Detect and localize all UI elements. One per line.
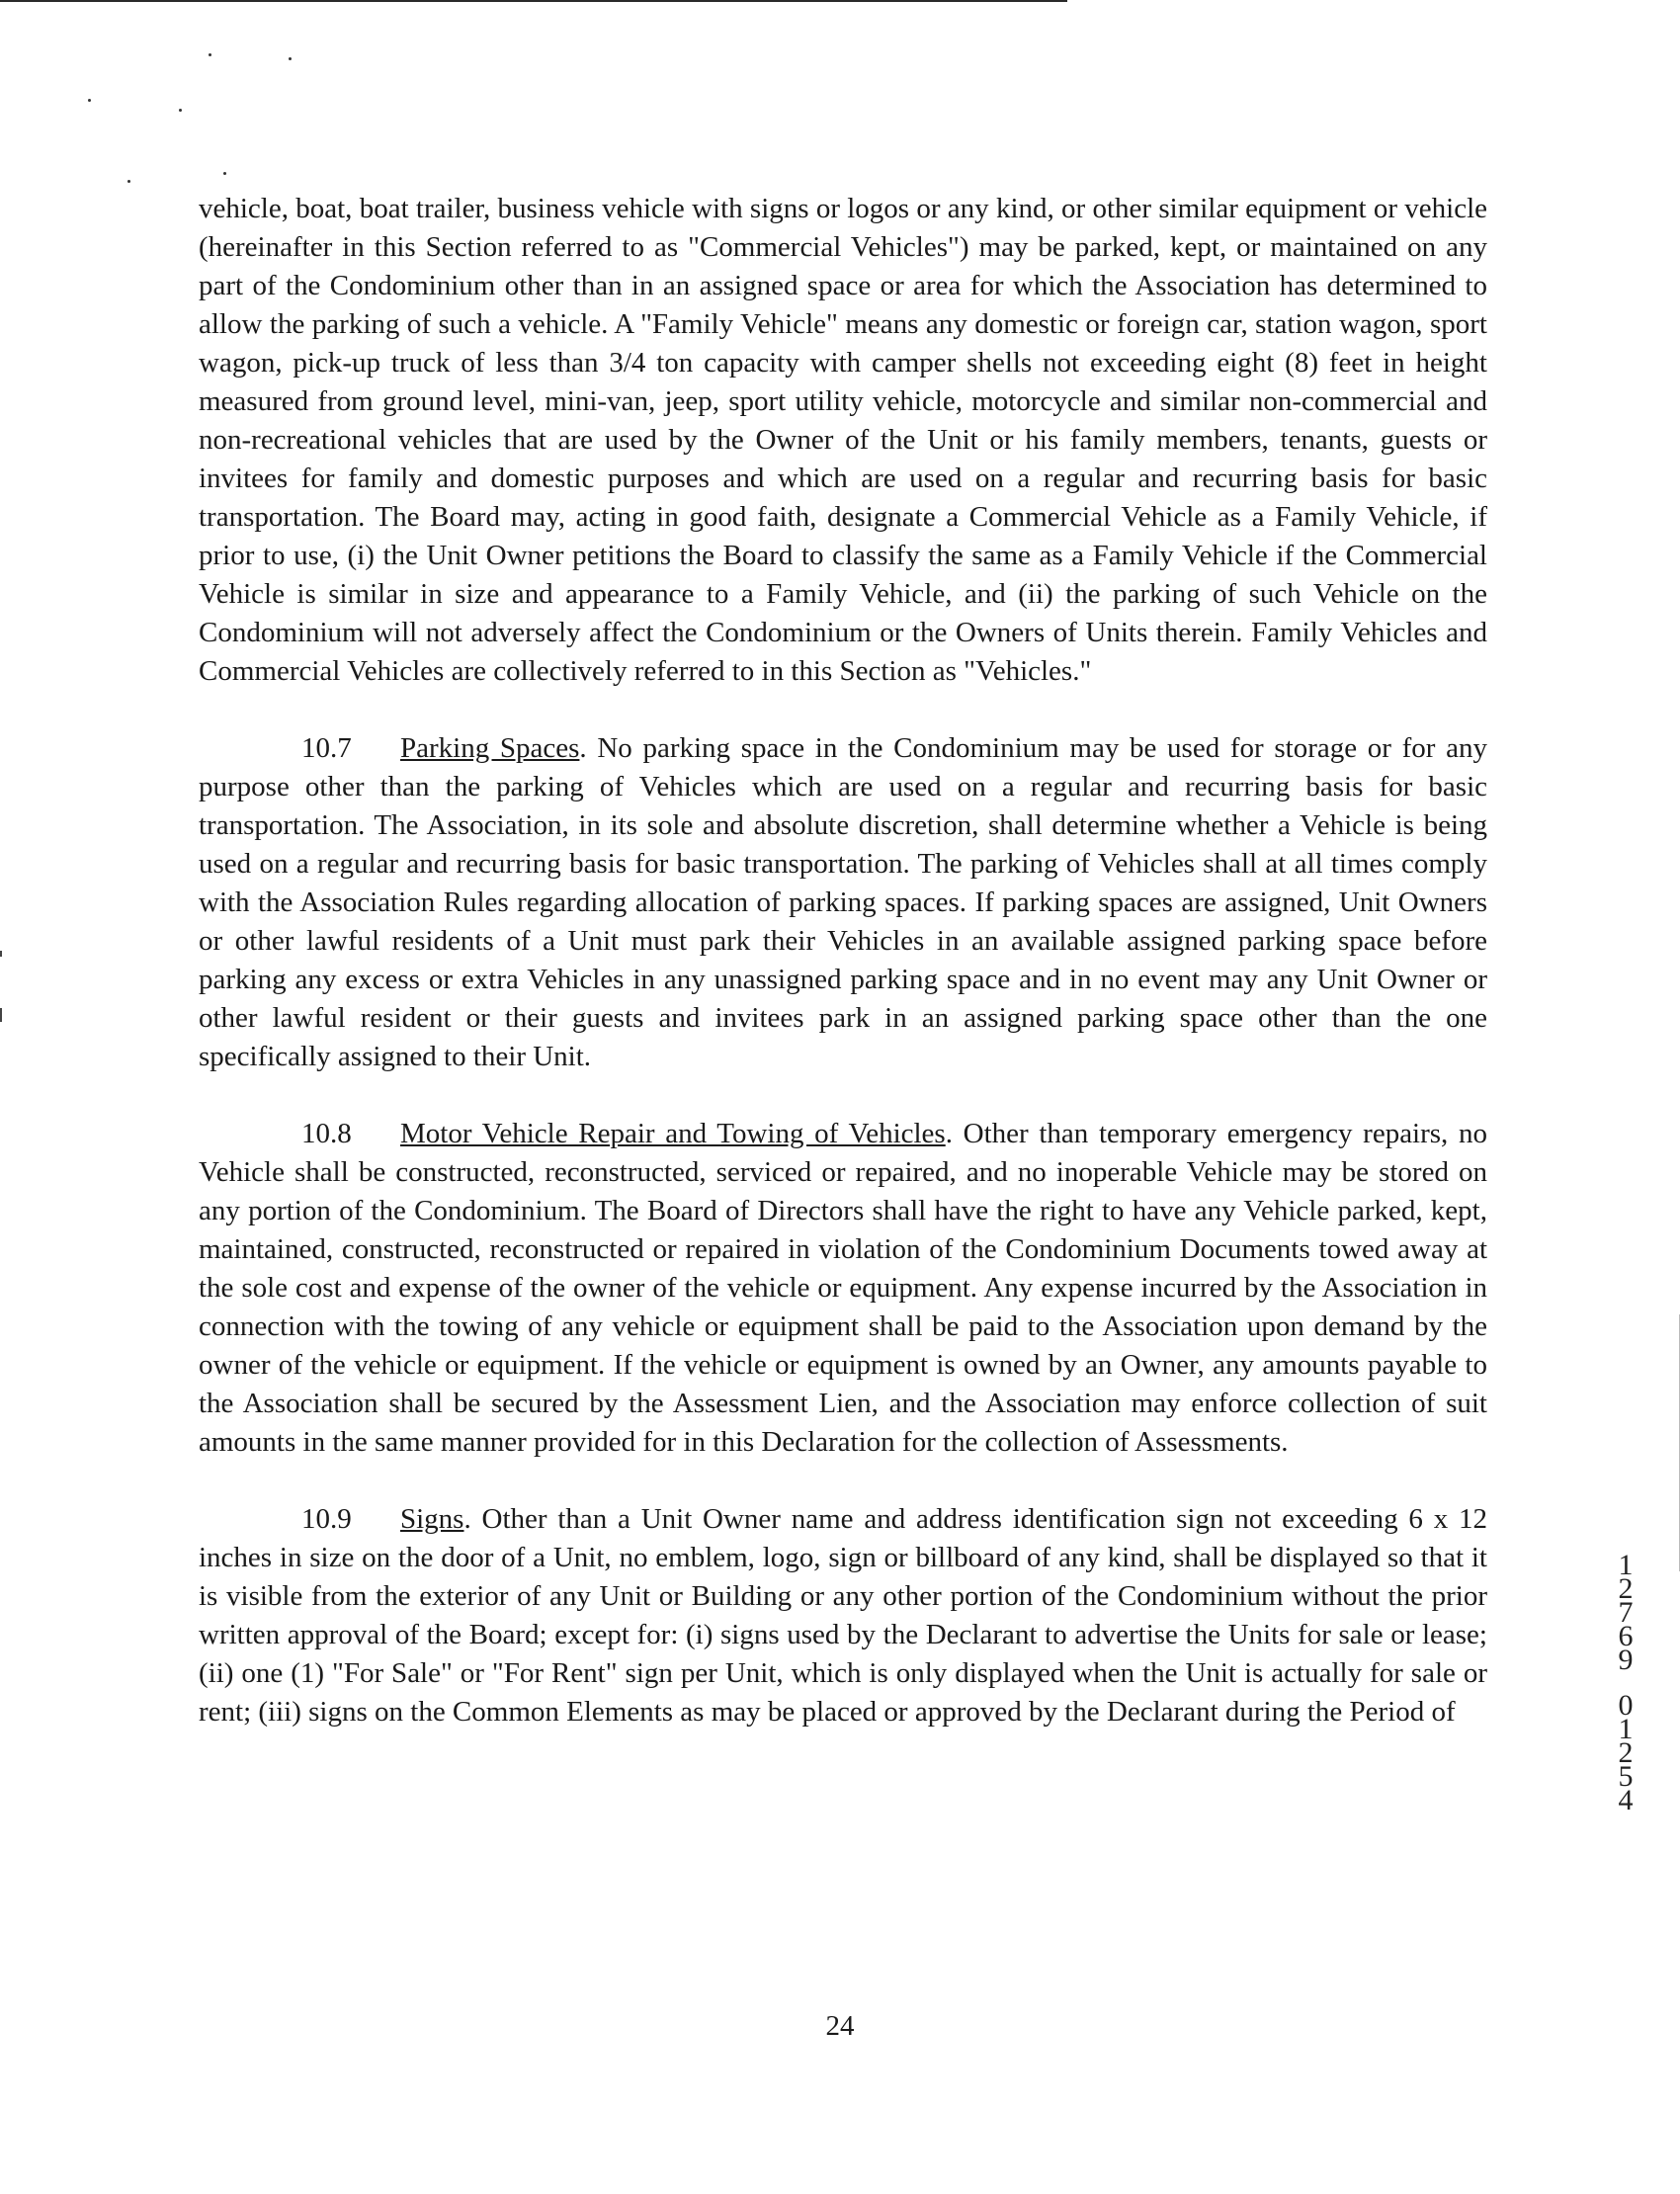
section-heading: Motor Vehicle Repair and Towing of Vehicles [400, 1118, 946, 1149]
section-text: . No parking space in the Condominium may be used for storage or for any purpose other than the parking of Vehicles which are used on a regular and recurring basis for basic transportation. The Association, in its sole and absolute discretion, shall determine whether a Vehicle is being used on a regular and recurring basis for basic transportation. The parking of Vehicles shall at all times comply with the Association Rules regarding allocation of parking spaces. If parking spaces are assigned, Unit Owners or other lawful residents of a Unit must park their Vehicles in an available assigned parking space before parking any excess or extra Vehicles in any unassigned parking space and in no event may any Unit Owner or other lawful resident or their guests and invitees park in an assigned parking space other than the one specifically assigned to their Unit. [199, 732, 1487, 1072]
scan-edge-mark [0, 951, 2, 957]
section-heading: Signs [400, 1503, 464, 1535]
section-10-7 [199, 729, 1487, 1076]
page-number: 24 [825, 2010, 855, 2042]
document-body [199, 190, 1487, 1770]
recording-char: 0 [1618, 1689, 1634, 1722]
top-scan-rule [0, 0, 1067, 2]
recording-number-stamp [1606, 1549, 1645, 1816]
scan-speck [88, 99, 91, 102]
recording-char: 4 [1618, 1784, 1634, 1816]
recording-char: 6 [1618, 1620, 1634, 1652]
section-text: . Other than a Unit Owner name and address identification sign not exceeding 6 x 12 inches in size on the door of a Unit, no emblem, logo, sign or billboard of any kind, shall be displayed so that it is visible from the exterior of any Unit or Building or any other portion of the Condominium without the prior written approval of the Board; except for: (i) signs used by the Declarant to advertise the Units for sale or lease; (ii) one (1) "For Sale" or "For Rent" sign per Unit, which is only displayed when the Unit is actually for sale or rent; (iii) signs on the Common Elements as may be placed or approved by the Declarant during the Period of [199, 1503, 1487, 1728]
paragraph-text: vehicle, boat, boat trailer, business vehicle with signs or logos or any kind, or other similar equipment or vehicle (hereinafter in this Section referred to as "Commercial Vehicles") may be parked, kept, or maintained on any part of the Condominium other than in an assigned space or area for which the Association has determined to allow the parking of such a vehicle. A "Family Vehicle" means any domestic or foreign car, station wagon, sport wagon, pick-up truck of less than 3/4 ton capacity with camper shells not exceeding eight (8) feet in height measured from ground level, mini-van, jeep, sport utility vehicle, motorcycle and similar non-commercial and non-recreational vehicles that are used by the Owner of the Unit or his family members, tenants, guests or invitees for family and domestic purposes and which are used on a regular and recurring basis for basic transportation. The Board may, acting in good faith, designate a Commercial Vehicle as a Family Vehicle, if prior to use, (i) the Unit Owner petitions the Board to classify the same as a Family Vehicle if the Commercial Vehicle is similar in size and appearance to a Family Vehicle, and (ii) the parking of such Vehicle on the Condominium will not adversely affect the Condominium or the Owners of Units therein. Family Vehicles and Commercial Vehicles are collectively referred to in this Section as "Vehicles." [199, 193, 1487, 687]
scan-speck [127, 180, 130, 183]
section-10-9 [199, 1500, 1487, 1731]
scan-speck [223, 172, 226, 175]
recording-char: 1 [1618, 1713, 1634, 1745]
section-number: 10.9 [301, 1503, 352, 1535]
scan-edge-mark [0, 1008, 2, 1022]
recording-char: 9 [1618, 1644, 1634, 1676]
section-heading: Parking Spaces [400, 732, 580, 764]
recording-char: 2 [1618, 1736, 1634, 1769]
scan-speck [289, 57, 292, 60]
section-number: 10.7 [301, 732, 352, 764]
scan-speck [179, 109, 182, 112]
recording-char: 2 [1618, 1572, 1634, 1605]
section-text: . Other than temporary emergency repairs, no Vehicle shall be constructed, reconstructed, serviced or repaired, and no inoperable Vehicle may be stored on any portion of the Condominium. The Board of Directors shall have the right to have any Vehicle parked, kept, maintained, constructed, reconstructed or repaired in violation of the Condominium Documents towed away at the sole cost and expense of the owner of the vehicle or equipment. Any expense incurred by the Association in connection with the towing of any vehicle or equipment shall be paid to the Association upon demand by the owner of the vehicle or equipment. If the vehicle or equipment is owned by an Owner, any amounts payable to the Association shall be secured by the Assessment Lien, and the Association may enforce collection of suit amounts in the same manner provided for in this Declaration for the collection of Assessments. [199, 1118, 1487, 1458]
continued-paragraph [199, 190, 1487, 691]
section-number: 10.8 [301, 1118, 352, 1149]
scan-speck [209, 53, 211, 56]
recording-char: 7 [1618, 1596, 1634, 1629]
recording-char: 5 [1618, 1760, 1634, 1793]
recording-char: 1 [1618, 1549, 1634, 1581]
section-10-8 [199, 1115, 1487, 1462]
